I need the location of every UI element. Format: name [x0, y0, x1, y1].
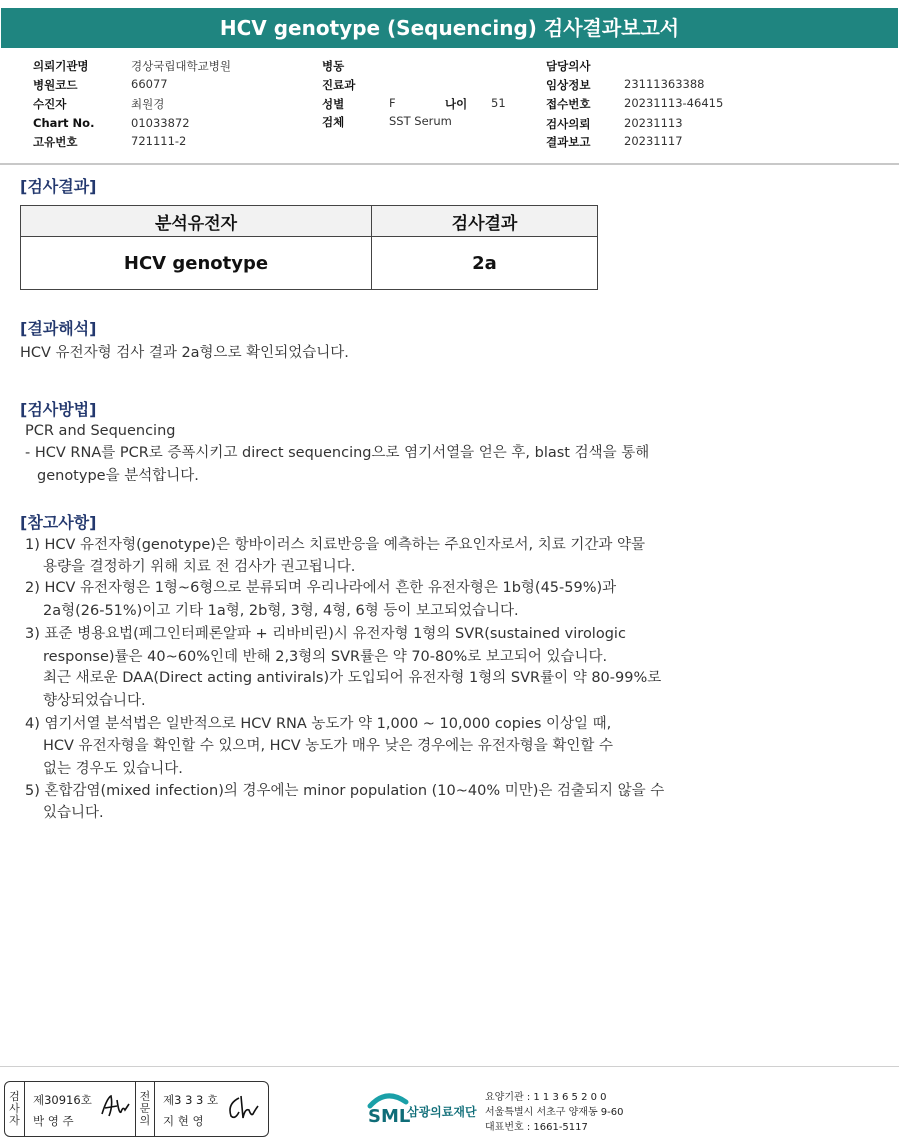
info-label: 진료과: [322, 78, 356, 92]
reviewer-number: 제3 3 3 호: [163, 1093, 219, 1107]
reference-line: 2) HCV 유전자형은 1형~6형으로 분류되며 우리나라에서 흔한 유전자형은 1b형(45-59%)과: [25, 580, 617, 596]
info-value: F: [389, 96, 396, 110]
info-label: 성별: [322, 97, 345, 111]
info-label: Chart No.: [33, 116, 95, 130]
info-label: 병원코드: [33, 78, 78, 92]
patient-info: [0, 56, 899, 152]
reference-line: 1) HCV 유전자형(genotype)은 항바이러스 치료반응을 예측하는 주요인자로서, 치료 기간과 약물: [25, 537, 646, 553]
signature-box: [4, 1081, 269, 1137]
reference-line: 용량을 결정하기 위해 치료 전 검사가 권고됩니다.: [43, 559, 356, 575]
org-info-line: 요양기관 : 1 1 3 6 5 2 0 0: [485, 1092, 607, 1103]
reviewer-label: [135, 1082, 155, 1136]
info-value: 20231113: [624, 116, 683, 130]
reference-line: 향상되었습니다.: [43, 693, 146, 709]
table-header-row: [21, 206, 598, 237]
reference-line: 4) 염기서열 분석법은 일반적으로 HCV RNA 농도가 약 1,000 ~ 10,000 copies 이상일 때,: [25, 716, 612, 732]
table-row: [21, 237, 598, 290]
info-label: 수진자: [33, 97, 67, 111]
reference-line: 있습니다.: [43, 805, 104, 821]
reference-line: response)률은 40~60%인데 반해 2,3형의 SVR률은 약 70-80%로 보고되어 있습니다.: [43, 649, 608, 665]
reference-line: 5) 혼합감염(mixed infection)의 경우에는 minor population (10~40% 미만)은 검출되지 않을 수: [25, 783, 665, 799]
table-header-cell: 분석유전자: [21, 206, 372, 237]
tester-label: [5, 1082, 25, 1136]
info-label: 병동: [322, 59, 345, 73]
info-value: 66077: [131, 77, 168, 91]
org-name: 삼광의료재단: [407, 1105, 477, 1119]
org-info: [485, 1090, 624, 1135]
table-header-cell: 검사결과: [372, 206, 598, 237]
table-cell: 2a: [372, 237, 598, 290]
reference-line: 없는 경우도 있습니다.: [43, 761, 183, 777]
org-info-line: 서울특별시 서초구 양재동 9-60: [485, 1107, 624, 1118]
reference-line: 3) 표준 병용요법(페그인터페론알파 + 리바비린)시 유전자형 1형의 SVR(sustained virologic: [25, 626, 626, 642]
method-title: [검사방법]: [20, 400, 97, 419]
references-title: [참고사항]: [20, 513, 97, 532]
result-section-title: [검사결과]: [20, 177, 97, 196]
interpretation-title: [결과해석]: [20, 319, 97, 338]
age-label: 나이: [445, 97, 468, 111]
info-label: 검체: [322, 115, 345, 129]
info-value: 721111-2: [131, 134, 187, 148]
reviewer-signature-icon: [225, 1094, 261, 1122]
method-line: genotype을 분석합니다.: [37, 468, 199, 484]
info-value: 23111363388: [624, 77, 705, 91]
interpretation-text: HCV 유전자형 검사 결과 2a형으로 확인되었습니다.: [20, 345, 349, 361]
table-cell: HCV genotype: [21, 237, 372, 290]
reviewer-name: 지 현 영: [163, 1114, 204, 1128]
method-line: PCR and Sequencing: [25, 423, 176, 439]
reviewer-label-text: 전 문 의: [139, 1090, 151, 1127]
reference-line: 2a형(26-51%)이고 기타 1a형, 2b형, 3형, 4형, 6형 등이 보고되었습니다.: [43, 603, 519, 619]
info-value: 최원경: [131, 97, 165, 111]
info-value: 01033872: [131, 116, 190, 130]
method-line: - HCV RNA를 PCR로 증폭시키고 direct sequencing으로 염기서열을 얻은 후, blast 검색을 통해: [25, 445, 650, 461]
header-divider: [0, 163, 899, 165]
info-label: 의뢰기관명: [33, 59, 89, 73]
tester-name: 박 영 주: [33, 1114, 74, 1128]
footer-divider: [0, 1066, 899, 1067]
result-table: [20, 205, 598, 290]
org-info-line: 대표번호 : 1661-5117: [485, 1122, 588, 1133]
info-label: 임상정보: [546, 78, 591, 92]
info-label: 결과보고: [546, 135, 591, 149]
reference-line: HCV 유전자형을 확인할 수 있으며, HCV 농도가 매우 낮은 경우에는 유전자형을 확인할 수: [43, 738, 614, 754]
info-value: 경상국립대학교병원: [131, 59, 231, 73]
info-label: 접수번호: [546, 97, 591, 111]
info-value: 20231113-46415: [624, 96, 724, 110]
tester-label-text: 검 사 자: [9, 1090, 20, 1127]
age-value: 51: [491, 96, 506, 110]
reference-line: 최근 새로운 DAA(Direct acting antivirals)가 도입되어 유전자형 1형의 SVR률이 약 80-99%로: [43, 670, 662, 686]
info-label: 고유번호: [33, 135, 78, 149]
logo-text: SML: [368, 1106, 411, 1127]
info-value: 20231117: [624, 134, 683, 148]
info-label: 검사의뢰: [546, 117, 591, 131]
info-value: SST Serum: [389, 114, 452, 128]
tester-signature-icon: [99, 1092, 133, 1122]
report-title: HCV genotype (Sequencing) 검사결과보고서: [1, 8, 898, 48]
tester-number: 제30916호: [33, 1093, 92, 1107]
info-label: 담당의사: [546, 59, 591, 73]
